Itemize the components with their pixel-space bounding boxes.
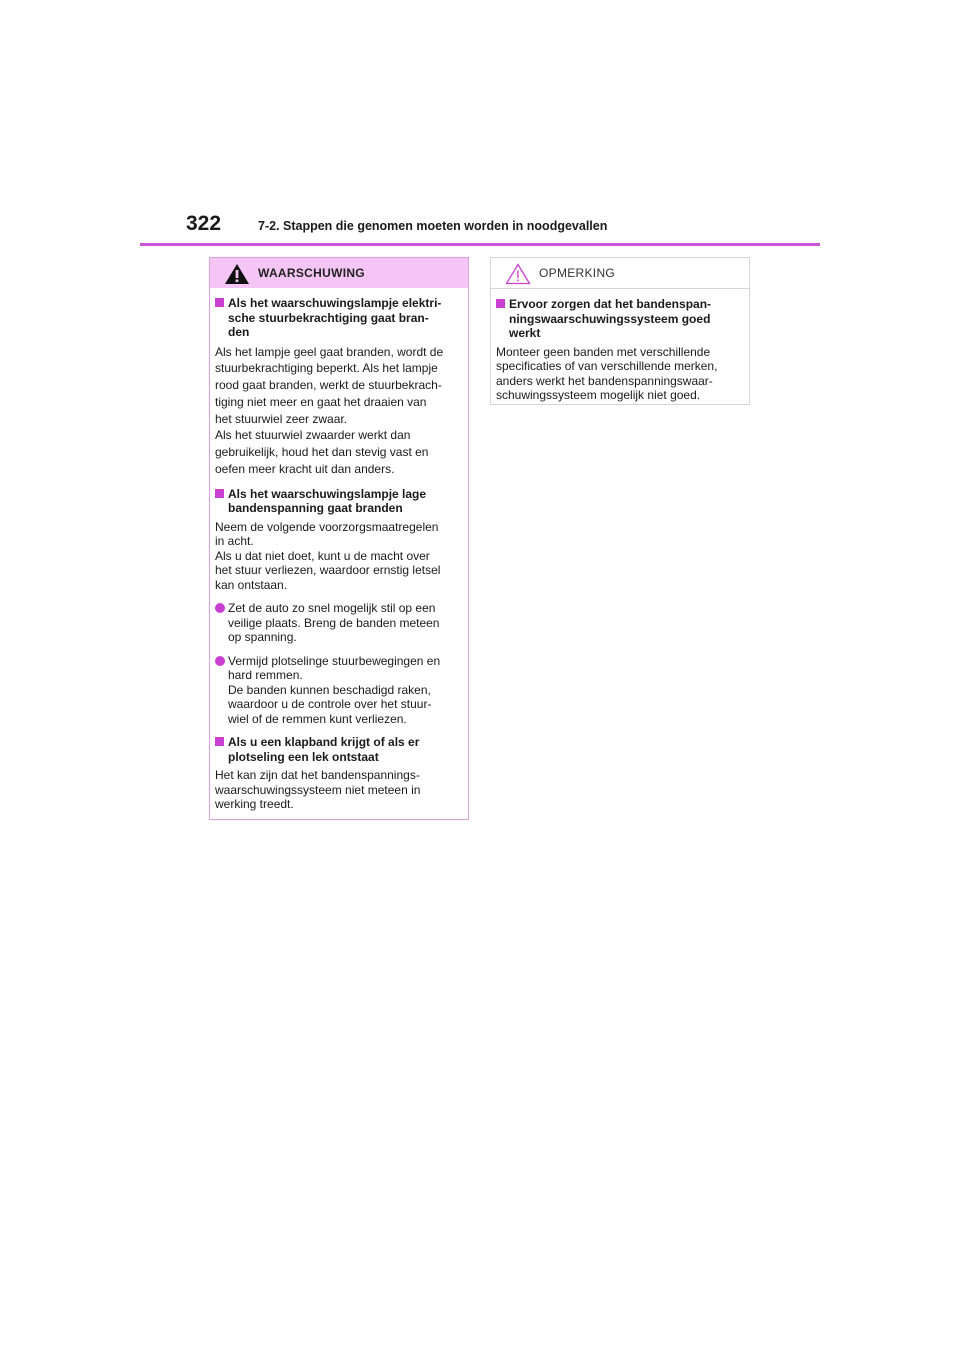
header-rule: [140, 243, 820, 246]
notice-box-title: OPMERKING: [539, 266, 616, 280]
square-bullet-icon: [496, 299, 505, 308]
square-bullet-icon: [215, 737, 224, 746]
paragraph-tire-pressure: Neem de volgende voorzorgsmaatregelen in acht. Als u dat niet doet, kunt u de macht over het stuur verliezen, waardoor ernstig letsel kan ontstaan.: [215, 519, 441, 592]
section-title-blowout: Als u een klapband krijgt of als er plotseling een lek ontstaat: [215, 735, 462, 764]
page-number: 322: [186, 212, 222, 235]
chapter-title: 7-2. Stappen die genomen moeten worden in noodgevallen: [258, 219, 608, 233]
section-title-tire-pressure: Als het waarschuwingslampje lage bandenspanning gaat branden: [215, 487, 462, 516]
bullet-item-avoid-sudden-steering: Vermijd plotselinge stuurbewegingen en hard remmen. De banden kunnen beschadigd raken, waardoor u de controle over het stuur- wiel of de remmen kunt verliezen.: [215, 654, 462, 727]
square-bullet-icon: [215, 298, 224, 307]
notice-box: [490, 257, 750, 405]
warning-box-title: WAARSCHUWING: [258, 266, 365, 280]
notice-triangle-icon: [505, 263, 531, 285]
section-title-power-steering: Als het waarschuwingslampje elektri- sche stuurbekrachtiging gaat bran- den: [215, 296, 462, 340]
round-bullet-icon: [215, 603, 225, 613]
paragraph-power-steering: Als het lampje geel gaat branden, wordt de stuurbekrachtiging beperkt. Als het lampje rood gaat branden, werkt de stuurbekrach- tiging niet meer en gaat het draaien van het stuurwiel zeer zwaar. Als het stuurwiel zwaarder werkt dan gebruikelijk, houd het dan stevig vast en oefen meer kracht uit dan anders.: [215, 344, 444, 477]
notice-box-body: [491, 289, 749, 403]
section-title-tpms-function: Ervoor zorgen dat het bandenspan- ningswaarschuwingssysteem goed werkt: [496, 297, 743, 341]
warning-box-header: [210, 258, 468, 288]
warning-box-body: [210, 288, 468, 812]
paragraph-tpms-function: Monteer geen banden met verschillende specificaties of van verschillende merken, anders werkt het bandenspanningswaar- schuwingssysteem mogelijk niet goed.: [496, 344, 718, 402]
notice-box-header: [491, 258, 749, 289]
square-bullet-icon: [215, 489, 224, 498]
round-bullet-icon: [215, 656, 225, 666]
paragraph-blowout: Het kan zijn dat het bandenspannings- waarschuwingssysteem niet meteen in werking treedt.: [215, 768, 421, 812]
warning-triangle-icon: [224, 263, 250, 285]
page-header: [140, 212, 820, 246]
bullet-item-stop-safely: Zet de auto zo snel mogelijk stil op een veilige plaats. Breng de banden meteen op spanning.: [215, 601, 462, 645]
warning-box: [209, 257, 469, 820]
